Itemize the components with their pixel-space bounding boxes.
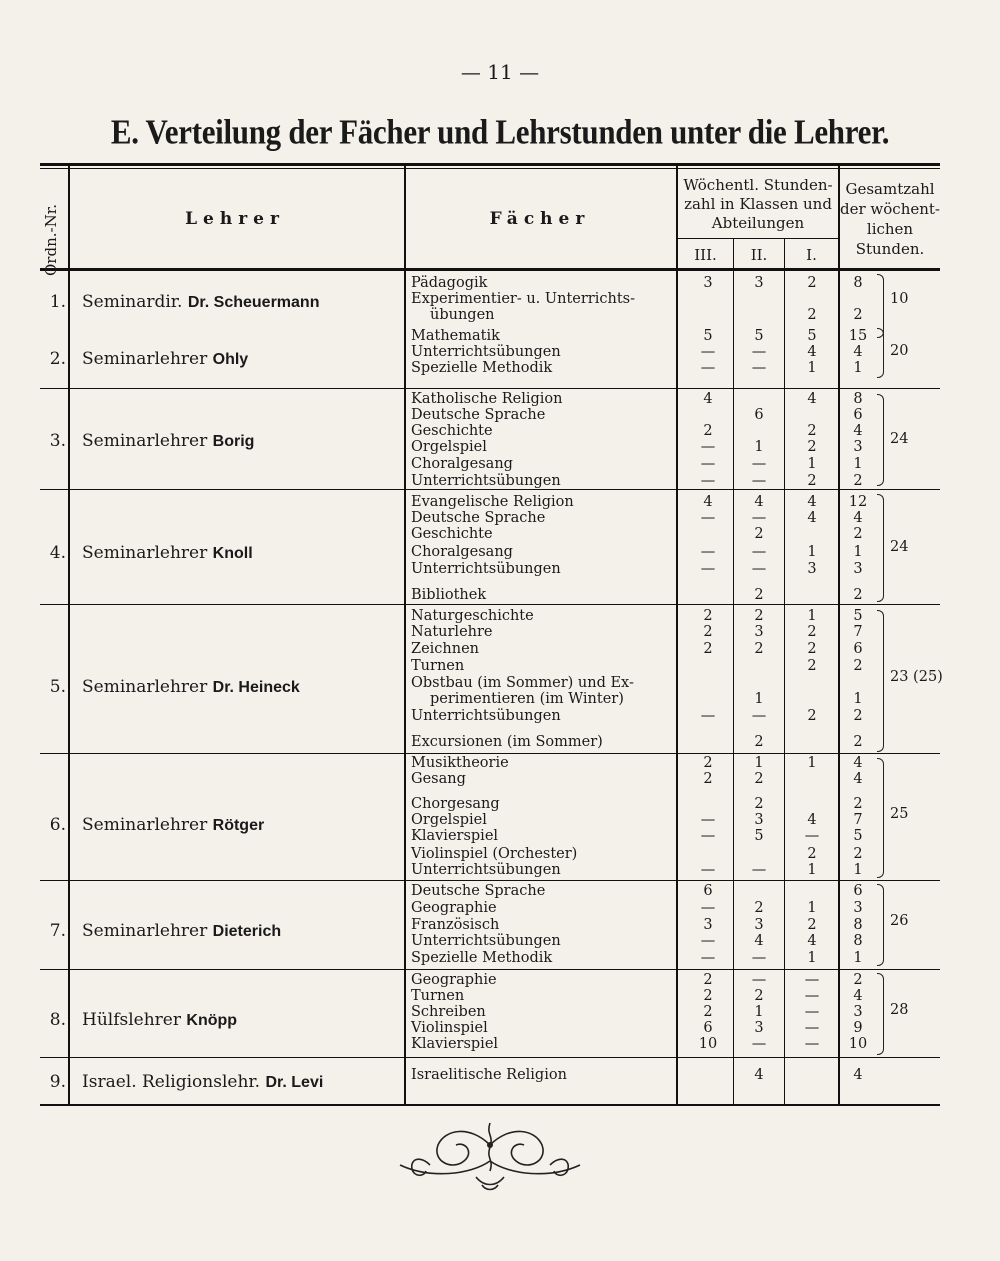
hours-iii: 10: [698, 1036, 718, 1052]
subject-label: Geographie: [411, 972, 497, 988]
teacher-name: [82, 349, 248, 369]
hours-i: 2: [807, 473, 817, 489]
hours-iii: —: [700, 812, 716, 828]
hours-ii: —: [751, 972, 767, 988]
subject-label: Katholische Religion: [411, 391, 563, 407]
ord-number: 6.: [49, 815, 66, 835]
table-top-rule-thin: [40, 168, 940, 169]
subject-label: übungen: [430, 307, 495, 323]
hours-ii: 3: [754, 624, 764, 640]
classes-header-rule: [678, 238, 838, 239]
subject-label: Obstbau (im Sommer) und Ex-: [411, 675, 634, 691]
subject-label: Unterrichtsübungen: [411, 344, 561, 360]
hours-ii: —: [751, 708, 767, 724]
hours-ii: —: [751, 360, 767, 376]
group-total: 24: [890, 431, 909, 447]
hours-iii: —: [700, 561, 716, 577]
hours-sum: 8: [853, 933, 863, 949]
hours-i: —: [804, 1004, 820, 1020]
ord-number: 5.: [49, 677, 66, 697]
header-gesamt-line3: lichen: [866, 220, 914, 238]
hours-i: 4: [807, 344, 817, 360]
teacher-title: Hülfslehrer: [82, 1010, 181, 1030]
teacher-surname: Ohly: [212, 351, 249, 368]
hours-i: 2: [807, 439, 817, 455]
subject-label: Geschichte: [411, 423, 493, 439]
header-class-iii: III.: [694, 246, 717, 264]
teacher-surname: Dr. Scheuermann: [187, 294, 320, 311]
hours-sum: 4: [853, 755, 863, 771]
group-total: 24: [890, 539, 909, 555]
teacher-name: [82, 1010, 237, 1030]
col-rule-ii: [784, 238, 785, 1106]
ord-number: 2.: [49, 349, 66, 369]
hours-iii: 6: [703, 1020, 713, 1036]
hours-ii: —: [751, 456, 767, 472]
subject-label: Violinspiel (Orchester): [411, 846, 578, 862]
hours-iii: —: [700, 439, 716, 455]
hours-ii: 5: [754, 828, 764, 844]
hours-sum: 5: [853, 608, 863, 624]
hours-iii: —: [700, 900, 716, 916]
teacher-surname: Borig: [212, 433, 255, 450]
hours-ii: 2: [754, 734, 764, 750]
subject-label: Deutsche Sprache: [411, 510, 546, 526]
hours-i: 1: [807, 608, 817, 624]
subject-label: Experimentier- u. Unterrichts-: [411, 291, 635, 307]
col-rule-ord: [68, 166, 70, 1106]
col-rule-iii: [733, 238, 734, 1106]
subject-label: Spezielle Methodik: [411, 950, 553, 966]
teacher-title: Seminarlehrer: [82, 921, 208, 941]
hours-i: 1: [807, 456, 817, 472]
header-class-ii: II.: [750, 246, 768, 264]
hours-sum: 2: [853, 734, 863, 750]
teacher-name: [82, 292, 319, 312]
subject-label: Turnen: [411, 988, 465, 1004]
subject-label: Mathematik: [411, 328, 500, 344]
hours-ii: 1: [754, 1004, 764, 1020]
hours-sum: 3: [853, 561, 863, 577]
subject-label: Deutsche Sprache: [411, 883, 546, 899]
subject-label: Französisch: [411, 917, 500, 933]
hours-iii: 2: [703, 988, 713, 1004]
subject-label: Naturlehre: [411, 624, 493, 640]
group-total: 10: [890, 291, 909, 307]
group-total: 26: [890, 913, 909, 929]
page-title: E. Verteilung der Fächer und Lehrstunden unter die Lehrer.: [110, 112, 890, 152]
teacher-surname: Dr. Levi: [265, 1074, 324, 1091]
group-separator: [40, 604, 940, 605]
subject-label: Deutsche Sprache: [411, 407, 546, 423]
teacher-name: [82, 543, 253, 563]
subject-label: Bibliothek: [411, 587, 487, 603]
hours-sum: 9: [853, 1020, 863, 1036]
hours-sum: 5: [853, 828, 863, 844]
subject-label: Unterrichtsübungen: [411, 862, 561, 878]
hours-ii: 3: [754, 1020, 764, 1036]
hours-iii: 2: [703, 771, 713, 787]
hours-i: 5: [807, 328, 817, 344]
hours-i: 4: [807, 391, 817, 407]
teacher-title: Seminarlehrer: [82, 431, 208, 451]
hours-i: 2: [807, 846, 817, 862]
hours-ii: 1: [754, 439, 764, 455]
table-bottom-rule: [40, 1104, 940, 1106]
header-class-i: I.: [806, 246, 817, 264]
hours-ii: 2: [754, 988, 764, 1004]
hours-i: 1: [807, 900, 817, 916]
hours-i: —: [804, 1036, 820, 1052]
header-woechentl-line1: Wöchentl. Stunden-: [683, 176, 833, 194]
hours-sum: 6: [853, 883, 863, 899]
hours-i: —: [804, 1020, 820, 1036]
header-gesamt-line1: Gesamtzahl: [845, 180, 935, 198]
ord-number: 1.: [49, 292, 66, 312]
hours-ii: —: [751, 561, 767, 577]
hours-sum: 2: [853, 526, 863, 542]
subject-label: Evangelische Religion: [411, 494, 574, 510]
teacher-title: Seminarlehrer: [82, 815, 208, 835]
header-lehrer: Lehrer: [185, 209, 285, 229]
hours-sum: 2: [853, 846, 863, 862]
hours-sum: 4: [853, 771, 863, 787]
hours-sum: 3: [853, 439, 863, 455]
subject-label: Spezielle Methodik: [411, 360, 553, 376]
hours-ii: 1: [754, 755, 764, 771]
hours-ii: —: [751, 510, 767, 526]
teacher-surname: Knöpp: [186, 1012, 238, 1029]
total-brace: [877, 394, 884, 486]
hours-iii: 2: [703, 972, 713, 988]
hours-i: 4: [807, 933, 817, 949]
hours-ii: —: [751, 473, 767, 489]
hours-sum: 4: [853, 1067, 863, 1083]
teacher-title: Seminarlehrer: [82, 543, 208, 563]
hours-sum: 1: [853, 544, 863, 560]
header-gesamt-line2: der wöchent-: [840, 200, 940, 218]
hours-ii: 3: [754, 275, 764, 291]
col-rule-faecher: [676, 166, 678, 1106]
total-brace: [877, 973, 884, 1055]
hours-iii: —: [700, 862, 716, 878]
subject-label: Unterrichtsübungen: [411, 473, 561, 489]
table-top-rule: [40, 163, 940, 166]
subject-label: perimentieren (im Winter): [430, 691, 624, 707]
subject-label: Klavierspiel: [411, 1036, 499, 1052]
total-brace: [877, 884, 884, 966]
hours-sum: 4: [853, 344, 863, 360]
hours-i: —: [804, 988, 820, 1004]
teacher-surname: Dr. Heineck: [212, 679, 300, 696]
hours-i: 1: [807, 862, 817, 878]
hours-sum: 1: [853, 862, 863, 878]
hours-iii: —: [700, 933, 716, 949]
hours-i: 2: [807, 275, 817, 291]
header-woechentl-line2: zahl in Klassen und: [684, 195, 832, 213]
col-rule-i: [838, 166, 840, 1106]
hours-iii: 2: [703, 1004, 713, 1020]
hours-ii: 4: [754, 494, 764, 510]
header-ordn: Ordn.-Nr.: [42, 204, 60, 276]
hours-sum: 2: [853, 587, 863, 603]
header-woechentl-line3: Abteilungen: [711, 214, 805, 232]
hours-ii: —: [751, 544, 767, 560]
hours-ii: 2: [754, 771, 764, 787]
hours-iii: 2: [703, 624, 713, 640]
hours-iii: —: [700, 828, 716, 844]
hours-i: 2: [807, 307, 817, 323]
hours-ii: 6: [754, 407, 764, 423]
ord-number: 9.: [49, 1072, 66, 1092]
hours-sum: 7: [853, 624, 863, 640]
hours-i: 1: [807, 950, 817, 966]
teacher-title: Seminarlehrer: [82, 349, 208, 369]
hours-sum: 2: [853, 307, 863, 323]
ornament-icon: [390, 1115, 590, 1195]
teacher-name: [82, 815, 264, 835]
hours-i: 2: [807, 917, 817, 933]
total-brace: [877, 758, 884, 878]
hours-iii: 3: [703, 917, 713, 933]
hours-i: —: [804, 828, 820, 844]
subject-label: Unterrichtsübungen: [411, 708, 561, 724]
hours-ii: 2: [754, 641, 764, 657]
hours-ii: —: [751, 862, 767, 878]
hours-iii: —: [700, 950, 716, 966]
group-total: 28: [890, 1002, 909, 1018]
hours-i: 1: [807, 755, 817, 771]
hours-iii: —: [700, 544, 716, 560]
hours-ii: 5: [754, 328, 764, 344]
subject-label: Violinspiel: [411, 1020, 488, 1036]
hours-sum: 1: [853, 360, 863, 376]
group-separator: [40, 969, 940, 970]
hours-iii: 2: [703, 641, 713, 657]
teacher-surname: Dieterich: [212, 923, 282, 940]
hours-i: 3: [807, 561, 817, 577]
header-faecher: Fächer: [489, 209, 591, 229]
subject-label: Geographie: [411, 900, 497, 916]
hours-iii: —: [700, 510, 716, 526]
hours-sum: 2: [853, 972, 863, 988]
hours-iii: —: [700, 708, 716, 724]
hours-ii: —: [751, 950, 767, 966]
hours-iii: 2: [703, 755, 713, 771]
group-separator: [40, 1057, 940, 1058]
subject-label: Schreiben: [411, 1004, 486, 1020]
teacher-title: Seminarlehrer: [82, 677, 208, 697]
hours-i: 4: [807, 494, 817, 510]
hours-sum: 1: [853, 691, 863, 707]
group-separator: [40, 880, 940, 881]
hours-ii: 1: [754, 691, 764, 707]
teacher-title: Israel. Religionslehr.: [82, 1072, 261, 1092]
hours-sum: 8: [853, 391, 863, 407]
hours-ii: 4: [754, 933, 764, 949]
hours-sum: 2: [853, 473, 863, 489]
hours-i: 1: [807, 544, 817, 560]
subject-label: Musiktheorie: [411, 755, 509, 771]
hours-sum: 2: [853, 796, 863, 812]
subject-label: Turnen: [411, 658, 465, 674]
subject-label: Excursionen (im Sommer): [411, 734, 603, 750]
hours-sum: 4: [853, 510, 863, 526]
subject-label: Orgelspiel: [411, 812, 487, 828]
ord-number: 7.: [49, 921, 66, 941]
hours-ii: 2: [754, 587, 764, 603]
total-brace: [877, 610, 884, 752]
total-brace: [877, 494, 884, 602]
hours-sum: 8: [853, 275, 863, 291]
subject-label: Chorgesang: [411, 796, 500, 812]
group-separator: [40, 388, 940, 389]
subject-label: Unterrichtsübungen: [411, 561, 561, 577]
header-bottom-rule: [40, 268, 940, 271]
hours-ii: 2: [754, 796, 764, 812]
hours-sum: 2: [853, 708, 863, 724]
subject-label: Choralgesang: [411, 456, 513, 472]
hours-sum: 6: [853, 407, 863, 423]
subject-label: Orgelspiel: [411, 439, 487, 455]
subject-label: Klavierspiel: [411, 828, 499, 844]
hours-sum: 12: [848, 494, 868, 510]
hours-i: 2: [807, 641, 817, 657]
teacher-name: [82, 921, 281, 941]
hours-i: 1: [807, 360, 817, 376]
hours-i: 4: [807, 510, 817, 526]
subject-label: Choralgesang: [411, 544, 513, 560]
subject-label: Naturgeschichte: [411, 608, 534, 624]
hours-ii: 2: [754, 526, 764, 542]
hours-ii: 3: [754, 812, 764, 828]
hours-iii: —: [700, 473, 716, 489]
hours-sum: 1: [853, 950, 863, 966]
hours-ii: 4: [754, 1067, 764, 1083]
hours-iii: 4: [703, 494, 713, 510]
group-separator: [40, 489, 940, 490]
hours-iii: 2: [703, 423, 713, 439]
hours-ii: —: [751, 344, 767, 360]
hours-sum: 10: [848, 1036, 868, 1052]
hours-ii: 2: [754, 608, 764, 624]
teacher-surname: Knoll: [212, 545, 253, 562]
subject-label: Israelitische Religion: [411, 1067, 567, 1083]
page-number: — 11 —: [460, 60, 540, 84]
ord-number: 8.: [49, 1010, 66, 1030]
hours-sum: 8: [853, 917, 863, 933]
subject-label: Unterrichtsübungen: [411, 933, 561, 949]
hours-sum: 4: [853, 988, 863, 1004]
group-total: 23 (25): [890, 669, 943, 685]
teacher-surname: Rötger: [212, 817, 265, 834]
hours-ii: 3: [754, 917, 764, 933]
subject-label: Geschichte: [411, 526, 493, 542]
teacher-name: [82, 1072, 323, 1092]
hours-sum: 1: [853, 456, 863, 472]
hours-sum: 3: [853, 1004, 863, 1020]
teacher-title: Seminardir.: [82, 292, 183, 312]
header-gesamt-line4: Stunden.: [855, 240, 925, 258]
hours-iii: 6: [703, 883, 713, 899]
hours-sum: 6: [853, 641, 863, 657]
hours-iii: 5: [703, 328, 713, 344]
hours-i: 4: [807, 812, 817, 828]
hours-ii: 2: [754, 900, 764, 916]
hours-sum: 3: [853, 900, 863, 916]
total-brace: [877, 328, 884, 378]
hours-i: —: [804, 972, 820, 988]
group-total: 25: [890, 806, 909, 822]
group-separator: [40, 753, 940, 754]
hours-sum: 15: [848, 328, 868, 344]
hours-iii: —: [700, 360, 716, 376]
hours-ii: —: [751, 1036, 767, 1052]
hours-sum: 4: [853, 423, 863, 439]
hours-i: 2: [807, 423, 817, 439]
hours-iii: —: [700, 344, 716, 360]
subject-label: Zeichnen: [411, 641, 480, 657]
ord-number: 4.: [49, 543, 66, 563]
hours-iii: 2: [703, 608, 713, 624]
hours-i: 2: [807, 624, 817, 640]
hours-i: 2: [807, 658, 817, 674]
ord-number: 3.: [49, 431, 66, 451]
teacher-name: [82, 677, 300, 697]
hours-iii: —: [700, 456, 716, 472]
hours-i: 2: [807, 708, 817, 724]
hours-sum: 2: [853, 658, 863, 674]
subject-label: Pädagogik: [411, 275, 488, 291]
col-rule-lehrer: [404, 166, 406, 1106]
teacher-name: [82, 431, 254, 451]
subject-label: Gesang: [411, 771, 466, 787]
hours-sum: 7: [853, 812, 863, 828]
hours-iii: 4: [703, 391, 713, 407]
group-total: 20: [890, 343, 909, 359]
hours-iii: 3: [703, 275, 713, 291]
